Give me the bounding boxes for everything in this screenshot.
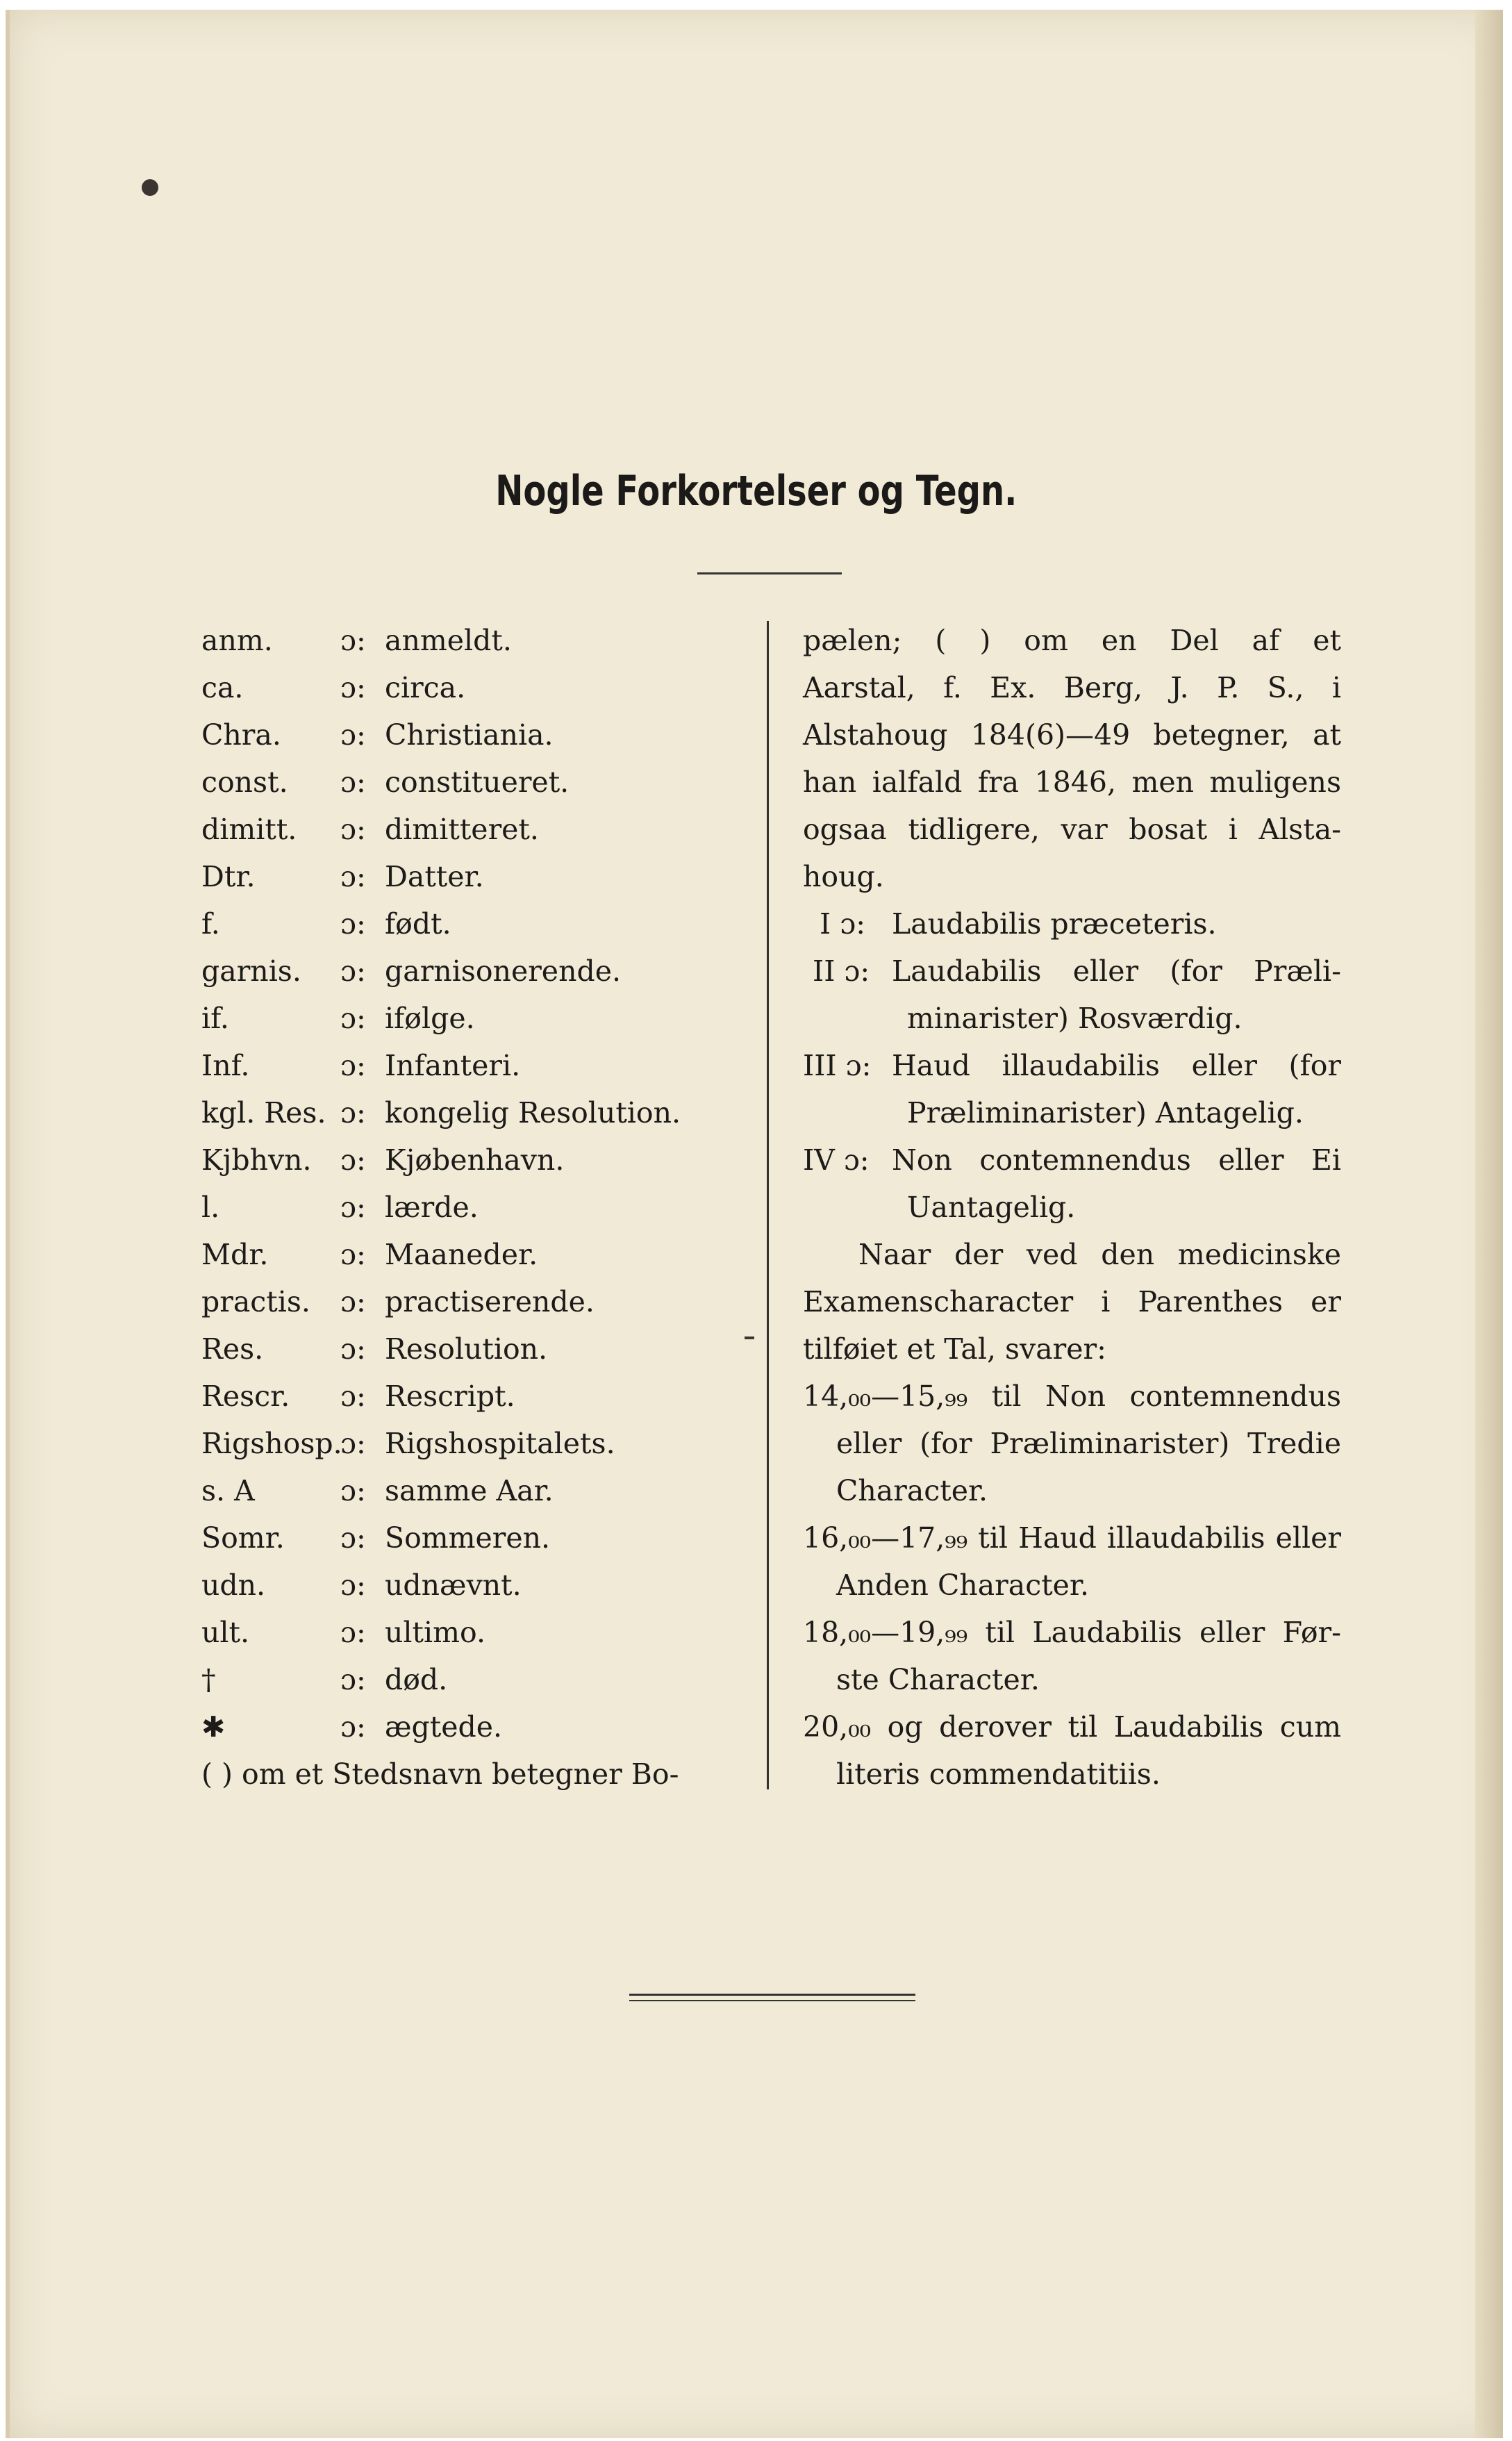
abbreviation: Res.	[201, 1332, 264, 1366]
grade-text: Non contemnendus eller Ei	[892, 1143, 1341, 1177]
abbreviation: dimitt.	[201, 813, 297, 846]
grade-line	[803, 1089, 1341, 1136]
abbreviation-entry	[201, 759, 750, 806]
grade-text: minarister) Rosværdig.	[907, 1002, 1243, 1035]
score-continuation: eller (for Præliminarister) Tredie	[836, 1427, 1341, 1460]
column-divider	[767, 621, 769, 1789]
abbreviation: Inf.	[201, 1049, 250, 1082]
text-line: han ialfald fra 1846, men muligens	[803, 766, 1341, 799]
abbreviation-entry	[201, 1420, 750, 1467]
paragraph-line: Naar der ved den medicinske	[858, 1238, 1341, 1271]
abbreviation-meaning: ultimo.	[385, 1616, 485, 1649]
score-continuation: Character.	[836, 1474, 988, 1507]
equals-symbol: ɔ:	[340, 813, 366, 846]
abbreviation-entry	[201, 948, 750, 995]
abbreviation-entry	[201, 806, 750, 853]
text-line: Alstahoug 184(6)—49 betegner, at	[803, 718, 1341, 752]
left-last-line: ( ) om et Stedsnavn betegner Bo-	[201, 1757, 679, 1791]
abbreviation-entry	[201, 664, 750, 711]
page-title: Nogle Forkortelser og Tegn.	[495, 467, 1017, 515]
grade-line	[803, 1042, 1341, 1089]
abbreviation-meaning: Infanteri.	[385, 1049, 521, 1082]
abbreviation-entry	[201, 711, 750, 759]
abbreviation: practis.	[201, 1285, 310, 1318]
abbreviation: Rescr.	[201, 1380, 290, 1413]
abbreviation-meaning: Maaneder.	[385, 1238, 538, 1271]
grade-numeral: IV ɔ:	[803, 1143, 870, 1177]
abbreviation-meaning: født.	[385, 907, 451, 941]
score-line: 18,₀₀—19,₉₉ til Laudabilis eller Før-	[803, 1616, 1341, 1649]
equals-symbol: ɔ:	[340, 1380, 366, 1413]
equals-symbol: ɔ:	[340, 1332, 366, 1366]
equals-symbol: ɔ:	[340, 1616, 366, 1649]
text-line: Aarstal, f. Ex. Berg, J. P. S., i	[803, 671, 1341, 704]
abbreviation-meaning: samme Aar.	[385, 1474, 554, 1507]
score-line: 14,₀₀—15,₉₉ til Non contemnendus	[803, 1380, 1341, 1413]
grade-line	[803, 900, 1341, 948]
abbreviation-entry	[201, 1609, 750, 1656]
grade-numeral: I ɔ:	[820, 907, 866, 941]
grade-line	[803, 1184, 1341, 1231]
abbreviation-meaning: lærde.	[385, 1191, 479, 1224]
abbreviation-entry	[201, 617, 750, 664]
abbreviation-meaning: practiserende.	[385, 1285, 595, 1318]
equals-symbol: ɔ:	[340, 954, 366, 988]
grade-text: Uantagelig.	[907, 1191, 1076, 1224]
abbreviation: l.	[201, 1191, 220, 1224]
score-line: 20,₀₀ og derover til Laudabilis cum	[803, 1710, 1341, 1744]
equals-symbol: ɔ:	[340, 766, 366, 799]
grade-numeral: III ɔ:	[803, 1049, 872, 1082]
bottom-rule-thin	[629, 2000, 915, 2001]
abbreviation-entry	[201, 1089, 750, 1136]
abbreviation-entry	[201, 1042, 750, 1089]
grade-text: Præliminarister) Antagelig.	[907, 1096, 1304, 1130]
equals-symbol: ɔ:	[340, 860, 366, 893]
abbreviation: kgl. Res.	[201, 1096, 326, 1130]
title-rule	[697, 572, 842, 574]
abbreviation-meaning: Rigshospitalets.	[385, 1427, 615, 1460]
grade-text: Laudabilis eller (for Præli-	[892, 954, 1341, 988]
abbreviation-meaning: circa.	[385, 671, 466, 704]
abbreviation-entry	[201, 995, 750, 1042]
grade-line	[803, 948, 1341, 995]
score-continuation: literis commendatitiis.	[836, 1757, 1161, 1791]
abbreviation-entry	[201, 1231, 750, 1278]
text-line: pælen; ( ) om en Del af et	[803, 624, 1341, 657]
abbreviation-meaning: anmeldt.	[385, 624, 512, 657]
abbreviation-meaning: Rescript.	[385, 1380, 515, 1413]
abbreviation-entry	[201, 1467, 750, 1514]
abbreviation-list	[201, 617, 750, 1798]
equals-symbol: ɔ:	[340, 1521, 366, 1555]
equals-symbol: ɔ:	[340, 1096, 366, 1130]
abbreviation-meaning: kongelig Resolution.	[385, 1096, 681, 1130]
abbreviation-meaning: constitueret.	[385, 766, 570, 799]
equals-symbol: ɔ:	[340, 1427, 366, 1460]
equals-symbol: ɔ:	[340, 1002, 366, 1035]
abbreviation-meaning: Christiania.	[385, 718, 554, 752]
paragraph-line: Examenscharacter i Parenthes er	[803, 1285, 1341, 1318]
bottom-rule	[629, 1994, 915, 1996]
abbreviation: if.	[201, 1002, 229, 1035]
text-line: houg.	[803, 860, 884, 893]
abbreviation: f.	[201, 907, 220, 941]
grade-text: Haud illaudabilis eller (for	[892, 1049, 1341, 1082]
abbreviation-entry	[201, 1278, 750, 1325]
abbreviation-entry	[201, 1703, 750, 1751]
abbreviation-entry	[201, 1184, 750, 1231]
abbreviation-entry	[201, 1373, 750, 1420]
abbreviation: garnis.	[201, 954, 301, 988]
abbreviation-meaning: udnævnt.	[385, 1569, 522, 1602]
abbreviation-meaning: Sommeren.	[385, 1521, 551, 1555]
equals-symbol: ɔ:	[340, 1285, 366, 1318]
abbreviation-meaning: dimitteret.	[385, 813, 539, 846]
score-line: 16,₀₀—17,₉₉ til Haud illaudabilis eller	[803, 1521, 1341, 1555]
equals-symbol: ɔ:	[340, 1191, 366, 1224]
abbreviation: Mdr.	[201, 1238, 269, 1271]
equals-symbol: ɔ:	[340, 624, 366, 657]
abbreviation: Chra.	[201, 718, 281, 752]
abbreviation-meaning: Datter.	[385, 860, 484, 893]
equals-symbol: ɔ:	[340, 1663, 366, 1696]
abbreviation-entry	[201, 1656, 750, 1703]
page-edge	[1475, 10, 1503, 2438]
abbreviation: udn.	[201, 1569, 266, 1602]
abbreviation: const.	[201, 766, 288, 799]
paragraph-line: tilføiet et Tal, svarer:	[803, 1332, 1106, 1366]
abbreviation: Rigshosp.	[201, 1427, 342, 1460]
grade-line	[803, 995, 1341, 1042]
right-column	[803, 617, 1341, 1798]
ink-speck	[745, 1337, 754, 1339]
abbreviation-entry	[201, 1514, 750, 1562]
grade-line	[803, 1136, 1341, 1184]
abbreviation: s. A	[201, 1474, 255, 1507]
abbreviation-entry	[201, 1136, 750, 1184]
abbreviation-meaning: garnisonerende.	[385, 954, 622, 988]
ink-speck	[142, 179, 158, 196]
equals-symbol: ɔ:	[340, 718, 366, 752]
score-continuation: Anden Character.	[836, 1569, 1090, 1602]
abbreviation: Kjbhvn.	[201, 1143, 312, 1177]
abbreviation: anm.	[201, 624, 273, 657]
equals-symbol: ɔ:	[340, 1569, 366, 1602]
text-line: ogsaa tidligere, var bosat i Alsta-	[803, 813, 1341, 846]
abbreviation-meaning: Kjøbenhavn.	[385, 1143, 565, 1177]
abbreviation: †	[201, 1663, 216, 1696]
abbreviation-meaning: ifølge.	[385, 1002, 475, 1035]
abbreviation: ult.	[201, 1616, 250, 1649]
abbreviation: Dtr.	[201, 860, 256, 893]
score-continuation: ste Character.	[836, 1663, 1040, 1696]
equals-symbol: ɔ:	[340, 671, 366, 704]
equals-symbol: ɔ:	[340, 1710, 366, 1744]
abbreviation-entry	[201, 1325, 750, 1373]
grade-text: Laudabilis præceteris.	[892, 907, 1217, 941]
abbreviation-entry	[201, 900, 750, 948]
equals-symbol: ɔ:	[340, 1474, 366, 1507]
equals-symbol: ɔ:	[340, 1238, 366, 1271]
abbreviation-entry	[201, 1562, 750, 1609]
abbreviation-entry	[201, 853, 750, 900]
equals-symbol: ɔ:	[340, 1143, 366, 1177]
grade-numeral: II ɔ:	[813, 954, 870, 988]
abbreviation: ca.	[201, 671, 244, 704]
abbreviation: ✱	[201, 1710, 226, 1744]
abbreviation-meaning: Resolution.	[385, 1332, 548, 1366]
abbreviation: Somr.	[201, 1521, 285, 1555]
abbreviation-meaning: ægtede.	[385, 1710, 503, 1744]
equals-symbol: ɔ:	[340, 1049, 366, 1082]
abbreviation-meaning: død.	[385, 1663, 448, 1696]
equals-symbol: ɔ:	[340, 907, 366, 941]
